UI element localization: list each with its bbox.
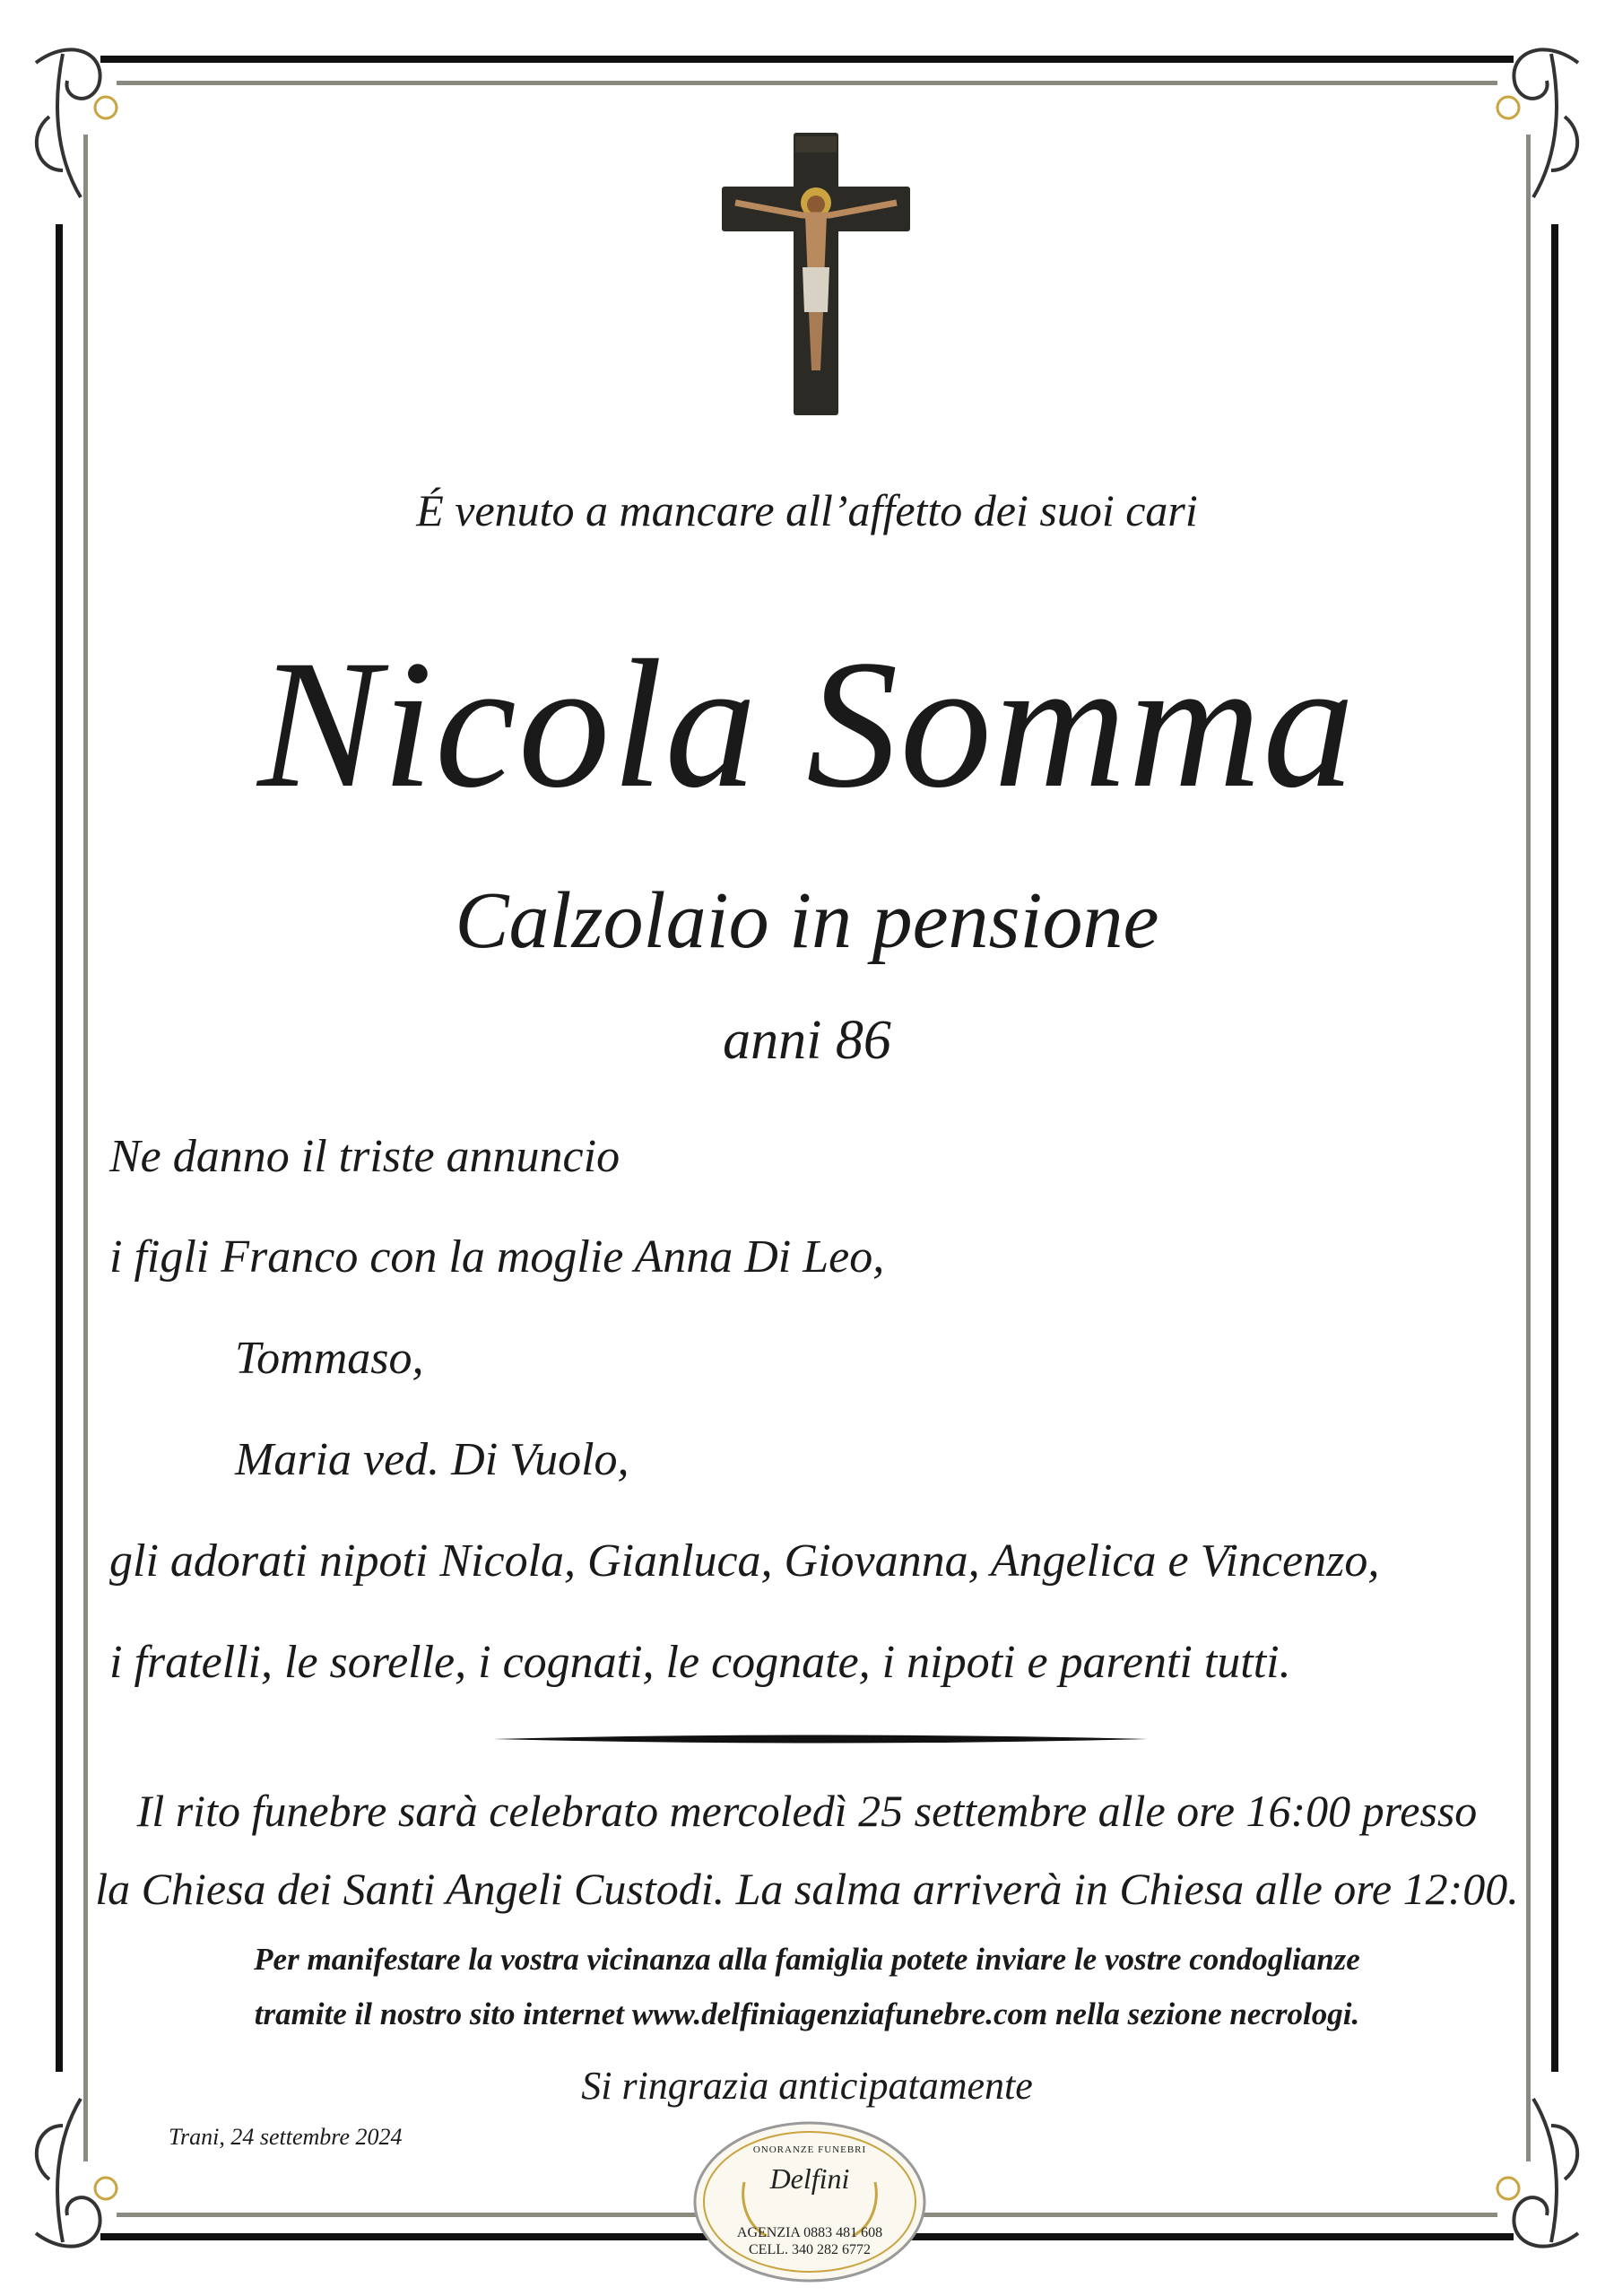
corner-ornament-top-right — [1497, 49, 1578, 197]
corner-ornament-bottom-right — [1497, 2099, 1578, 2247]
rite-line: la Chiesa dei Santi Angeli Custodi. La salma arriverà in Chiesa alle ore 12:00. — [95, 1864, 1519, 1914]
corner-ornament-bottom-left — [36, 2099, 117, 2247]
mourners-line: i fratelli, le sorelle, i cognati, le cognate, i nipoti e parenti tutti. — [109, 1637, 1291, 1688]
corner-ornament-top-left — [36, 49, 117, 197]
logo-top-text: ONORANZE FUNEBRI — [752, 2144, 867, 2155]
place-date: Trani, 24 settembre 2024 — [169, 2124, 403, 2150]
deceased-profession: Calzolaio in pensione — [455, 876, 1159, 965]
thanks-line: Si ringrazia anticipatamente — [581, 2064, 1033, 2108]
condolences-line: tramite il nostro sito internet www.delfiniagenziafunebre.com nella sezione necrologi. — [254, 1996, 1360, 2031]
logo-agency-phone: AGENZIA 0883 481 608 — [736, 2225, 883, 2240]
mourners-line: gli adorati nipoti Nicola, Gianluca, Giovanna, Angelica e Vincenzo, — [109, 1535, 1380, 1587]
mourners-line: Maria ved. Di Vuolo, — [235, 1434, 629, 1485]
deceased-name: Nicola Somma — [257, 622, 1357, 826]
condolences-line: Per manifestare la vostra vicinanza alla famiglia potete inviare le vostre condoglianze — [254, 1942, 1360, 1977]
logo-brand: Delfini — [769, 2162, 850, 2195]
logo-cell-phone: CELL. 340 282 6772 — [749, 2242, 871, 2257]
intro-line: É venuto a mancare all’affetto dei suoi cari — [416, 485, 1198, 535]
section-divider — [493, 1733, 1148, 1745]
funeral-agency-logo — [690, 2119, 929, 2285]
mourners-line: Ne danno il triste annuncio — [109, 1131, 620, 1182]
rite-line: Il rito funebre sarà celebrato mercoledì 25 settembre alle ore 16:00 presso — [136, 1786, 1478, 1836]
deceased-age: anni 86 — [723, 1010, 891, 1071]
mourners-line: Tommaso, — [235, 1333, 424, 1384]
crucifix-image — [722, 133, 910, 415]
mourners-line: i figli Franco con la moglie Anna Di Leo, — [109, 1231, 885, 1283]
